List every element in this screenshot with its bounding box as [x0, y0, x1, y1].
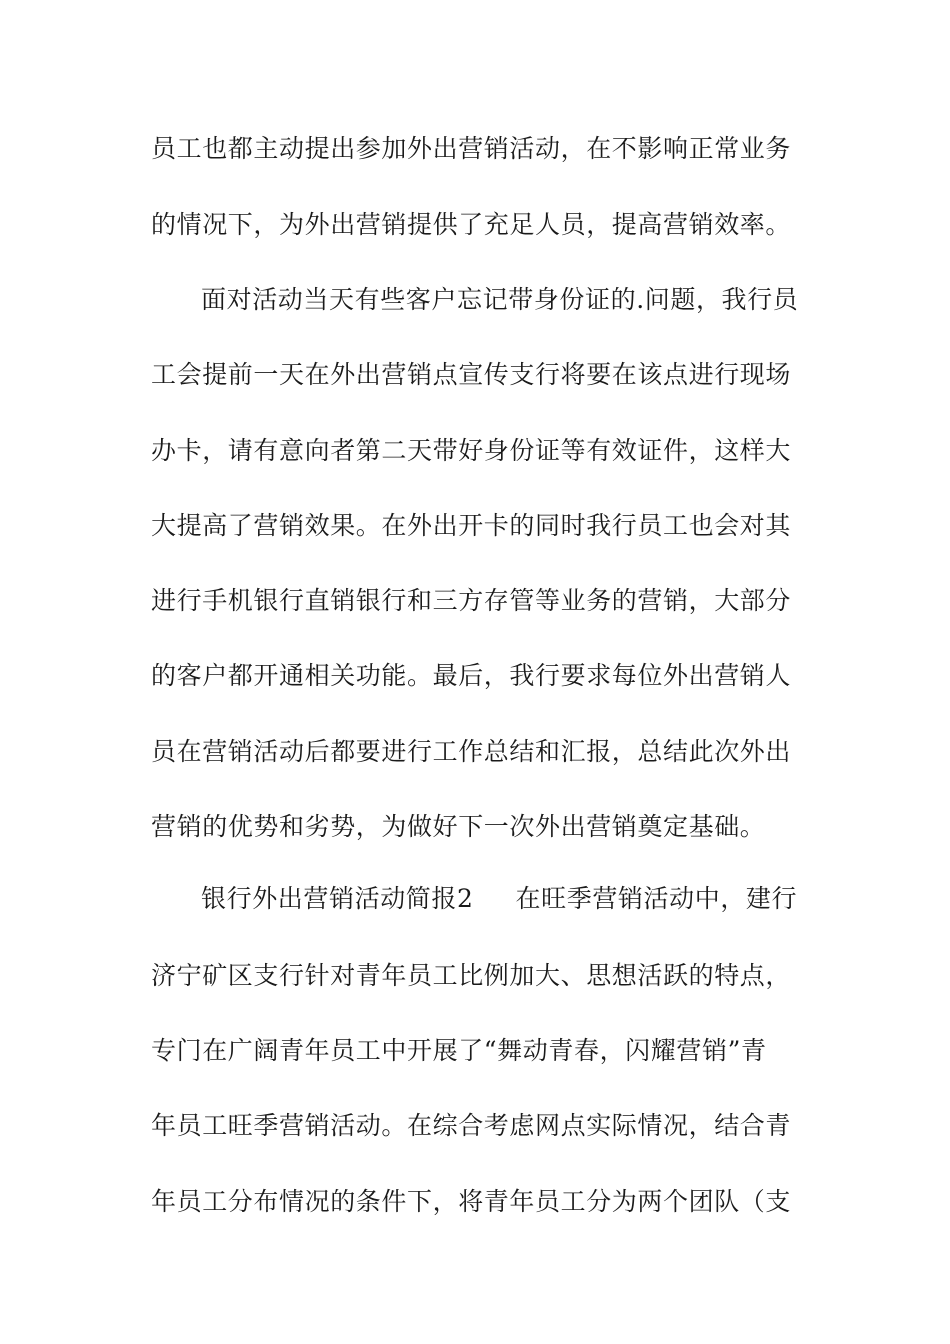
text-line: 专门在广阔青年员工中开展了“舞动青春，闪耀营销”青 — [151, 1036, 767, 1065]
text-line: 员在营销活动后都要进行工作总结和汇报，总结此次外出 — [151, 737, 792, 766]
paragraph-start-line: 面对活动当天有些客户忘记带身份证的.问题，我行员 — [201, 285, 799, 314]
text-line: 大提高了营销效果。在外出开卡的同时我行员工也会对其 — [151, 511, 792, 540]
section-heading-line — [201, 879, 861, 919]
text-line: 年员工旺季营销活动。在综合考虑网点实际情况，结合青 — [151, 1111, 792, 1140]
text-line: 营销的优势和劣势，为做好下一次外出营销奠定基础。 — [151, 812, 766, 841]
text-line: 进行手机银行直销银行和三方存管等业务的营销，大部分 — [151, 586, 792, 615]
section-title: 银行外出营销活动简报2 — [201, 884, 474, 913]
section-first-text: 在旺季营销活动中，建行 — [515, 884, 798, 913]
text-line: 办卡，请有意向者第二天带好身份证等有效证件，这样大 — [151, 436, 792, 465]
text-line: 济宁矿区支行针对青年员工比例加大、思想活跃的特点， — [151, 961, 792, 990]
text-line: 工会提前一天在外出营销点宣传支行将要在该点进行现场 — [151, 360, 792, 389]
text-line: 员工也都主动提出参加外出营销活动，在不影响正常业务 — [151, 134, 792, 163]
text-line: 的情况下，为外出营销提供了充足人员，提高营销效率。 — [151, 210, 792, 239]
text-line: 年员工分布情况的条件下，将青年员工分为两个团队（支 — [151, 1187, 792, 1216]
text-line: 的客户都开通相关功能。最后，我行要求每位外出营销人 — [151, 661, 792, 690]
